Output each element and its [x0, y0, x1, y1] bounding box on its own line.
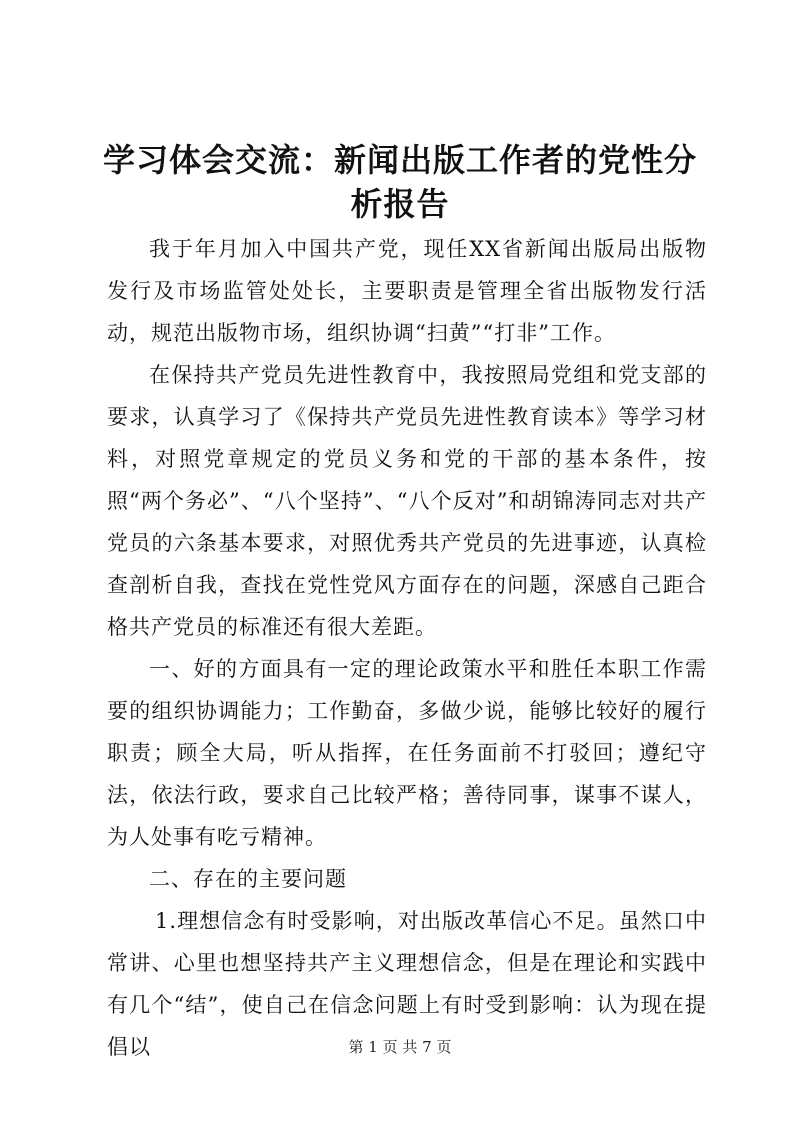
paragraph-intro: 我于年月加入中国共产党，现任XX省新闻出版局出版物发行及市场监管处处长，主要职责是管理全省出版物发行活动，规范出版物市场，组织协调“扫黄”“打非”工作。: [107, 237, 707, 345]
page-footer: 第 1 页 共 7 页: [348, 1038, 452, 1056]
paragraph-education: 在保持共产党员先进性教育中，我按照局党组和党支部的要求，认真学习了《保持共产党员先进性教育读本》等学习材料，对照党章规定的党员义务和党的干部的基本条件，按照“两个务必”、“八个坚持”、“八个反对”和胡锦涛同志对共产党员的六条基本要求，对照优秀共产党员的先进事迹，认真检查剖析自我，查找在党性党风方面存在的问题，深感自己距合格共产党员的标准还有很大差距。: [107, 363, 707, 639]
section-heading-problems: 二、存在的主要问题: [149, 867, 347, 891]
document-body: [107, 228, 707, 1068]
paragraph-strengths: 一、好的方面具有一定的理论政策水平和胜任本职工作需要的组织协调能力；工作勤奋，多做少说，能够比较好的履行职责；顾全大局，听从指挥，在任务面前不打驳回；遵纪守法，依法行政，要求自己比较严格；善待同事，谋事不谋人，为人处事有吃亏精神。: [107, 657, 707, 849]
paragraph-problem-1: 1.理想信念有时受影响，对出版改革信心不足。虽然口中常讲、心里也想坚持共产主义理想信念，但是在理论和实践中有几个“结”，使自己在信念问题上有时受到影响：认为现在提倡以: [107, 909, 707, 1059]
document-title: 学习体会交流：新闻出版工作者的党性分析报告: [102, 141, 697, 223]
